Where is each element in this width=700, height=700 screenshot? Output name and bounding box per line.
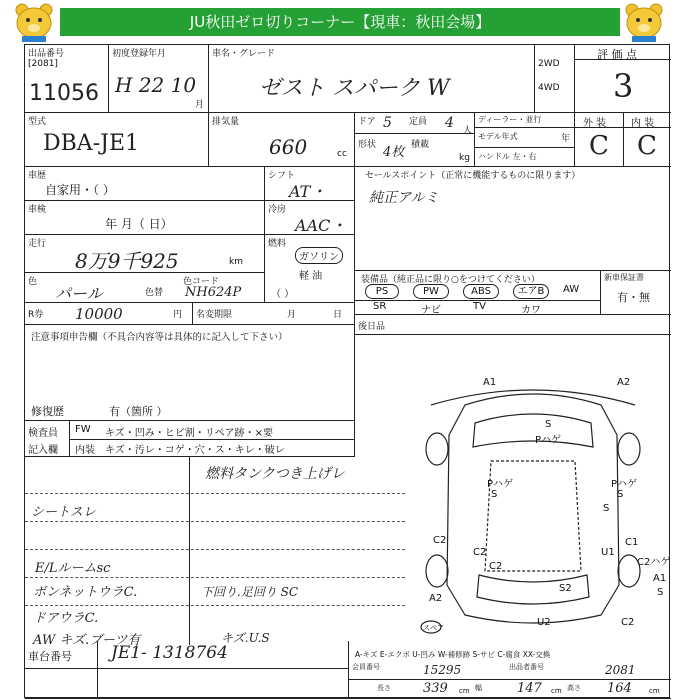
width-unit: cm: [551, 687, 562, 695]
lot-cell: [25, 45, 109, 113]
model-cell: [25, 113, 209, 167]
color-code-label: 色コード: [183, 277, 220, 287]
mileage-cell: [25, 235, 265, 273]
color-value: パール: [55, 284, 103, 303]
shift-cell: [265, 167, 355, 201]
record-cell: [349, 661, 671, 699]
chassis-cell: [25, 641, 349, 669]
repair-label: 修復歴: [31, 405, 64, 418]
length-unit: cm: [459, 687, 470, 695]
disp-label: 排気量: [212, 117, 240, 127]
dmg-a1-top: A1: [483, 377, 497, 388]
teiin-label: 定員: [409, 117, 428, 127]
height-value: 164: [607, 681, 632, 696]
recycle-cell: [25, 303, 193, 325]
teiin-value: 4: [445, 115, 454, 131]
model-value: DBA-JE1: [43, 131, 140, 156]
lot-number: 11056: [29, 81, 99, 106]
year-cell: [109, 45, 209, 113]
listing-num-label: 出品者番号: [509, 663, 544, 671]
mileage-label: 走行: [28, 239, 47, 249]
guarantee-value: 有・無: [617, 291, 650, 304]
inner-items: キズ・汚レ・コゲ・穴・ス・キレ・破レ: [105, 445, 285, 456]
equip-pw: PW: [413, 284, 449, 299]
model-label: 型式: [28, 117, 47, 127]
equip-abs: ABS: [463, 284, 499, 299]
load-label: 積載: [411, 140, 430, 150]
dmg-s2: S2: [559, 583, 572, 594]
dmg-s-center: S: [603, 503, 610, 514]
ext-label: 外 装: [583, 118, 607, 129]
equip-leather: カワ: [521, 305, 541, 315]
equip-label: 装備品（純正品に限り○をつけてください）: [361, 275, 540, 285]
dmg-a2-left: A2: [429, 593, 443, 604]
name-cell: [209, 45, 535, 113]
model-year-unit: 年: [561, 134, 571, 144]
dmg-s-hood: S: [545, 419, 552, 430]
name-label: 車名・グレード: [212, 49, 276, 59]
rear-seat-label: 後日品: [358, 322, 386, 332]
dmg-s-right2: S: [657, 587, 664, 598]
year-unit: 月: [195, 100, 205, 110]
equip-airbag: エアB: [513, 284, 549, 299]
equip-sr: SR: [373, 301, 387, 312]
dmg-phage-left: Pハゲ: [487, 479, 514, 490]
door-cell: [355, 113, 475, 167]
inspector-label2: 記入欄: [28, 445, 58, 456]
ext-int-cell: [575, 113, 671, 167]
dmg-u1: U1: [601, 547, 615, 558]
record-value: 15295: [423, 663, 462, 677]
score-value: 3: [613, 67, 634, 105]
notes-label: 注意事項申告欄（不具合内容等は具体的に記入して下さい）: [31, 332, 288, 343]
load-unit: kg: [459, 153, 470, 163]
inner-label: 内装: [75, 445, 95, 456]
recycle-value: 10000: [75, 305, 123, 323]
diagram-legend: A-キズ E-エクボ U-凹み W-補修跡 S-サビ C-腐食 XX-交換: [355, 650, 551, 659]
note-extra-2: キズ.U.S: [221, 631, 270, 645]
note-line-3: E/Lルームsc: [35, 561, 111, 576]
fw-label: FW: [75, 424, 91, 435]
fuel-value2: 軽 油: [299, 271, 323, 282]
equip-cell: [355, 271, 601, 315]
sales-label: セールスポイント（正常に機能するものに限ります）: [365, 171, 581, 181]
sales-value: 純正アルミ: [369, 190, 439, 206]
mascot-left-icon: [10, 0, 58, 42]
equip-tv: TV: [473, 301, 486, 312]
notes-cell: [25, 325, 355, 421]
dealer-cell: [475, 113, 575, 167]
dmg-c2-hage: C2ハゲ: [637, 557, 671, 568]
disp-value: 660: [269, 135, 308, 159]
note-line-2: シートスレ: [31, 505, 96, 520]
name-change-month: 月: [287, 310, 297, 320]
dmg-s-right: S: [617, 489, 624, 500]
repair-value: 有（箇所 ）: [109, 405, 168, 418]
equip-aw: AW: [563, 284, 580, 295]
disp-cell: [209, 113, 355, 167]
mileage-value: 8万9千925: [75, 249, 179, 273]
name-change-cell: [193, 303, 355, 325]
inspector-label1: 検査員: [28, 428, 58, 439]
dmg-phage-right: Pハゲ: [611, 479, 638, 490]
shape-value: 4枚: [383, 145, 405, 160]
note-line-4: ボンネットウラC.: [33, 585, 138, 600]
listing-num-value: 2081: [605, 663, 636, 677]
name-value: ゼスト スパーク W: [259, 76, 450, 101]
width-label: 幅: [475, 684, 482, 692]
rear-seat-cell: [355, 315, 671, 335]
model-year-label: モデル年式: [478, 132, 518, 141]
width-value: 147: [517, 681, 542, 696]
int-value: C: [637, 131, 657, 161]
page-header: [0, 0, 700, 42]
header-title: JU秋田ゼロ切りコーナー【現車：秋田会場】: [60, 8, 620, 36]
note-line-6: AW キズ.ブーツ有: [33, 633, 141, 648]
fw-items: キズ・凹み・ヒビ割・リペア跡・×要: [105, 428, 273, 439]
dmg-c2-bottom: C2: [621, 617, 635, 628]
dealer-label: ディーラー・並行: [478, 115, 542, 124]
lot-sub: [2081]: [28, 59, 58, 69]
twowd-label: 2WD: [538, 59, 560, 69]
damage-diagram: [395, 375, 671, 635]
color-change-label: 色替: [145, 288, 164, 298]
door-value: 5: [383, 115, 392, 131]
chassis-label: 車台番号: [28, 650, 72, 663]
bottom-blank-cell: [25, 669, 349, 699]
record-label: 会員番号: [352, 663, 380, 671]
inspection-label: 車検: [28, 205, 47, 215]
year-value: H 22 10: [115, 73, 197, 97]
handle-label: ハンドル 左・右: [478, 152, 537, 161]
ext-value: C: [589, 131, 609, 161]
note-line-5: ドアウラC.: [33, 611, 99, 626]
shape-label: 形状: [358, 140, 377, 150]
name-change-label: 名変期限: [196, 310, 233, 320]
dmg-phage-hood: Pハゲ: [535, 435, 562, 446]
length-label: 長さ: [377, 684, 391, 692]
note-line-1: 燃料タンクつき上げレ: [205, 466, 345, 482]
teiin-unit: 人: [463, 126, 473, 136]
dmg-a1-right: A1: [653, 573, 667, 584]
dmg-a2-top: A2: [617, 377, 631, 388]
height-label: 高さ: [567, 684, 581, 692]
shift-value: AT・: [289, 182, 327, 201]
car-type-label: 車歴: [28, 171, 47, 181]
color-code-value: NH624P: [185, 285, 242, 300]
equip-ps: PS: [365, 284, 399, 299]
mascot-right-icon: [620, 0, 668, 42]
int-label: 内 装: [631, 118, 655, 129]
inspector-notes: [25, 457, 405, 648]
dmg-s-left: S: [491, 489, 498, 500]
aircon-label: 冷房: [268, 205, 287, 215]
chassis-value: JE1- 1318764: [111, 643, 228, 663]
inspection-cell: [25, 201, 265, 235]
guarantee-label: 新車保証書: [604, 273, 644, 282]
auction-sheet: [24, 44, 670, 698]
fuel-cell: [265, 235, 355, 303]
dmg-spare: スペア: [423, 624, 444, 632]
dmg-u2: U2: [537, 617, 551, 628]
name-change-day: 日: [333, 310, 343, 320]
inspector-cell: [25, 421, 355, 457]
note-extra-1: 下回り.足回り SC: [201, 585, 299, 599]
dmg-c2-left: C2: [433, 535, 447, 546]
lot-label: 出品番号: [28, 49, 65, 59]
car-type-cell: [25, 167, 265, 201]
fuel-value1: ガソリン: [295, 247, 343, 264]
dmg-c2-mid: C2: [489, 561, 503, 572]
car-type-value: 自家用・（ ）: [45, 183, 115, 197]
guarantee-cell: [601, 271, 671, 315]
length-value: 339: [423, 681, 448, 696]
recycle-label: R券: [28, 310, 44, 320]
sales-cell: [355, 167, 671, 271]
score-label: 評 価 点: [597, 48, 637, 61]
aircon-value: AAC・: [295, 216, 347, 235]
color-label: 色: [28, 277, 38, 287]
aircon-cell: [265, 201, 355, 235]
inspection-value: 年 月（ 日）: [105, 217, 173, 231]
dmg-c2-inner: C2: [473, 547, 487, 558]
recycle-unit: 円: [173, 310, 183, 320]
color-cell: [25, 273, 265, 303]
door-label: ドア: [358, 117, 376, 127]
equip-navi: ナビ: [421, 305, 441, 315]
fuel-paren: （ ）: [271, 289, 295, 300]
score-cell: [575, 45, 671, 113]
height-unit: cm: [649, 687, 660, 695]
drive-cell: [535, 45, 575, 113]
dmg-c1: C1: [625, 537, 639, 548]
fourwd-label: 4WD: [538, 83, 560, 93]
disp-unit: cc: [337, 149, 347, 159]
mileage-unit: km: [229, 257, 243, 267]
shift-label: シフト: [268, 171, 296, 181]
fuel-label: 燃料: [268, 239, 287, 249]
year-label: 初度登録年月: [112, 49, 167, 59]
